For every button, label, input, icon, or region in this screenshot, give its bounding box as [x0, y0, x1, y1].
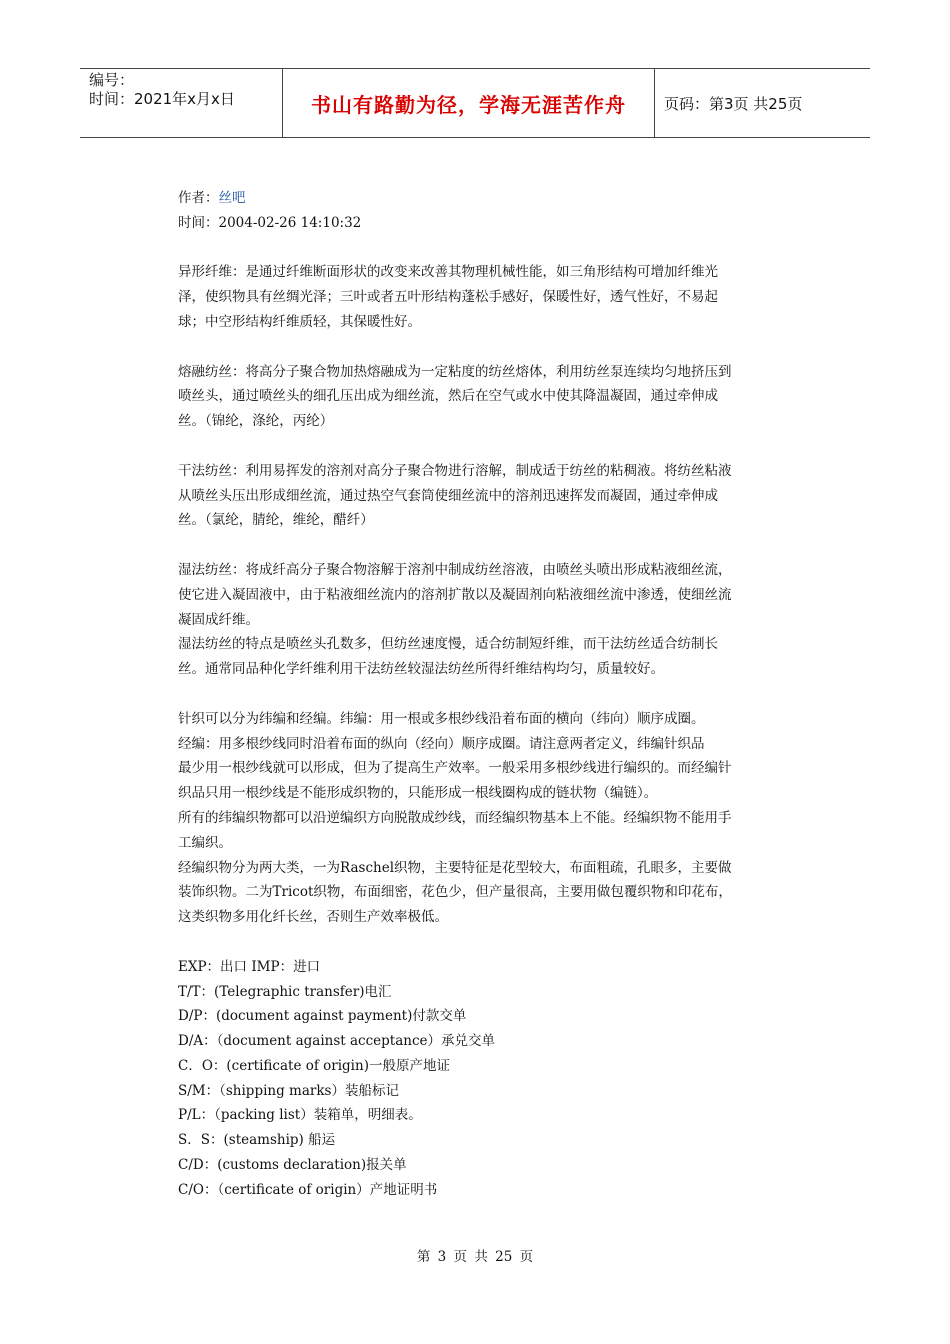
text-line: 喷丝头，通过喷丝头的细孔压出成为细丝流，然后在空气或水中使其降温凝固，通过牵伸成 — [178, 388, 718, 405]
header-motto: 书山有路勤为径，学海无涯苦作舟 — [283, 69, 655, 137]
document-body — [178, 186, 778, 1203]
text-line: 所有的纬编织物都可以沿逆编织方向脱散成纱线，而经编织物基本上不能。经编织物不能用手 — [178, 809, 732, 826]
section-wet-spinning — [178, 558, 778, 682]
section-knitting — [178, 707, 778, 930]
text-line: 最少用一根纱线就可以形成，但为了提高生产效率。一般采用多根纱线进行编织的。而经编针 — [178, 760, 732, 777]
text-line: 这类织物多用化纤长丝，否则生产效率极低。 — [178, 909, 448, 926]
abbreviation-item: P/L：（packing list）装箱单，明细表。 — [178, 1107, 422, 1124]
page-header — [80, 68, 870, 138]
text-line: 丝。（锦纶，涤纶，丙纶） — [178, 413, 334, 430]
author-link[interactable]: 丝吧 — [218, 190, 246, 206]
text-line: 使它进入凝固液中，由于粘液细丝流内的溶剂扩散以及凝固剂向粘液细丝流中渗透，使细丝流 — [178, 586, 732, 603]
abbreviation-item: S．S：(steamship) 船运 — [178, 1132, 336, 1149]
abbreviation-item: C/O：（certificate of origin）产地证明书 — [178, 1181, 438, 1198]
text-line: 异形纤维：是通过纤维断面形状的改变来改善其物理机械性能，如三角形结构可增加纤维光 — [178, 264, 718, 281]
header-page-label: 页码：第3页 共25页 — [664, 94, 803, 113]
author-line — [178, 186, 778, 211]
abbreviation-item: D/P：(document against payment)付款交单 — [178, 1008, 467, 1025]
text-line: 装饰织物。二为Tricot织物，布面细密，花色少，但产量很高，主要用做包覆织物和印花布， — [178, 884, 732, 901]
text-line: 湿法纺丝的特点是喷丝头孔数多，但纺丝速度慢，适合纺制短纤维，而干法纺丝适合纺制长 — [178, 636, 718, 653]
section-shaped-fiber — [178, 260, 778, 334]
section-trade-abbreviations — [178, 955, 778, 1203]
author-label: 作者： — [178, 190, 219, 206]
header-info — [80, 69, 283, 137]
time-label: 时间：2021年x月x日 — [89, 90, 235, 108]
text-line: 泽，使织物具有丝绸光泽；三叶或者五叶形结构蓬松手感好，保暖性好，透气性好，不易起 — [178, 289, 718, 306]
abbreviation-item: C/D：(customs declaration)报关单 — [178, 1157, 407, 1174]
abbreviation-item: C．O：(certificate of origin)一般原产地证 — [178, 1057, 450, 1074]
text-line: 织品只用一根纱线是不能形成织物的，只能形成一根线圈构成的链状物（编链）。 — [178, 785, 658, 802]
section-melt-spinning — [178, 360, 778, 434]
abbreviation-item: D/A：（document against acceptance）承兑交单 — [178, 1033, 496, 1050]
text-line: 从喷丝头压出形成细丝流，通过热空气套筒使细丝流中的溶剂迅速挥发而凝固，通过牵伸成 — [178, 487, 718, 504]
abbreviation-item: S/M：（shipping marks）装船标记 — [178, 1082, 399, 1099]
number-label: 编号： — [89, 71, 135, 89]
abbreviation-item: T/T：(Telegraphic transfer)电汇 — [178, 983, 392, 1000]
text-line: 丝。（氯纶，腈纶，维纶，醋纤） — [178, 512, 374, 529]
text-line: 球；中空形结构纤维质轻，其保暖性好。 — [178, 313, 421, 330]
abbreviation-item: EXP：出口 IMP：进口 — [178, 958, 321, 975]
text-line: 湿法纺丝：将成纤高分子聚合物溶解于溶剂中制成纺丝溶液，由喷丝头喷出形成粘液细丝流， — [178, 561, 732, 578]
text-line: 丝。通常同品种化学纤维利用干法纺丝较湿法纺丝所得纤维结构均匀，质量较好。 — [178, 661, 664, 678]
text-line: 经编织物分为两大类，一为Raschel织物，主要特征是花型较大，布面粗疏，孔眼多，主要做 — [178, 859, 732, 876]
text-line: 干法纺丝：利用易挥发的溶剂对高分子聚合物进行溶解，制成适于纺丝的粘稠液。将纺丝粘液 — [178, 462, 732, 479]
page-footer: 第 3 页 共 25 页 — [416, 1249, 534, 1265]
text-line: 工编织。 — [178, 834, 232, 851]
text-line: 熔融纺丝：将高分子聚合物加热熔融成为一定粘度的纺丝熔体，利用纺丝泵连续均匀地挤压到 — [178, 363, 732, 380]
section-dry-spinning — [178, 459, 778, 533]
text-line: 针织可以分为纬编和经编。纬编：用一根或多根纱线沿着布面的横向（纬向）顺序成圈。 — [178, 710, 705, 727]
time-line: 时间：2004-02-26 14:10:32 — [178, 214, 362, 231]
text-line: 经编：用多根纱线同时沿着布面的纵向（经向）顺序成圈。请注意两者定义，纬编针织品 — [178, 735, 705, 752]
text-line: 凝固成纤维。 — [178, 611, 259, 628]
